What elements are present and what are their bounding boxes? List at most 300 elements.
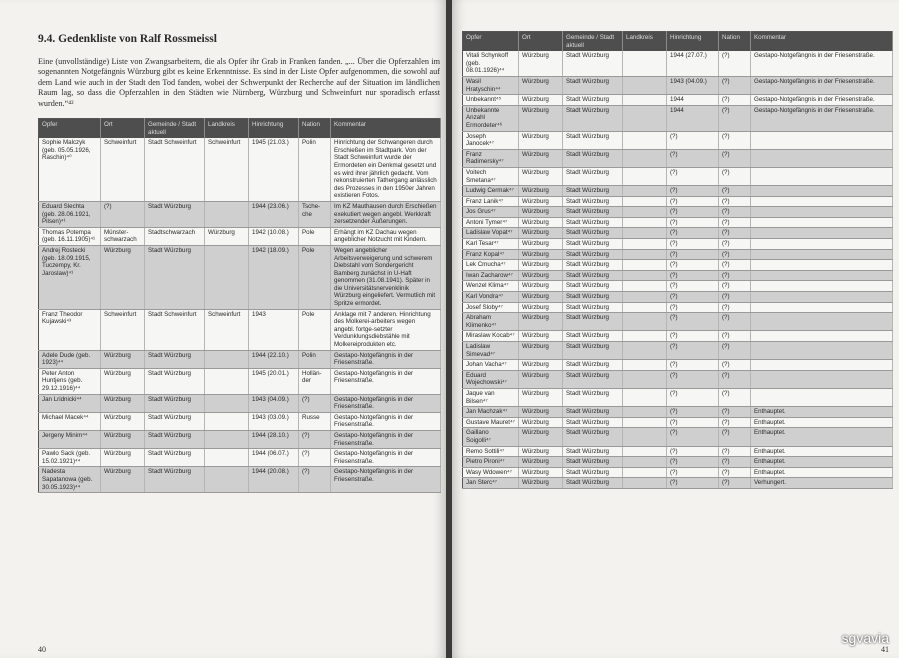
cell-ort: Würzburg xyxy=(101,412,145,430)
cell-kommentar: Im KZ Mauthausen durch Erschießen exekutiert wegen angebl. Werkkraft zersetzender Äußerungen. xyxy=(331,201,441,227)
column-header: Kommentar xyxy=(331,119,441,139)
cell-ort: Schweinfurt xyxy=(101,309,145,350)
cell-gemeinde: Stadt Würzburg xyxy=(145,430,205,448)
cell-ort: Würzburg xyxy=(519,331,563,342)
table-body xyxy=(463,51,893,488)
column-header: Opfer xyxy=(39,119,101,139)
cell-opfer: Eduard Wojechowski⁴⁷ xyxy=(463,370,519,388)
cell-nation: (?) xyxy=(719,417,751,428)
cell-hinrichtung: (?) xyxy=(667,388,719,406)
table-row xyxy=(463,446,893,457)
cell-landkreis xyxy=(205,467,249,493)
cell-kommentar: Enthauptet. xyxy=(751,457,893,468)
cell-ort: Würzburg xyxy=(101,467,145,493)
cell-landkreis xyxy=(623,186,667,197)
cell-ort: Würzburg xyxy=(519,239,563,250)
cell-hinrichtung: 1944 (27.07.) xyxy=(667,51,719,76)
cell-nation: (?) xyxy=(719,51,751,76)
table-row xyxy=(39,368,441,394)
table-header-row xyxy=(39,119,441,139)
cell-landkreis: Schweinfurt xyxy=(205,309,249,350)
intro-paragraph: Eine (unvollständige) Liste von Zwangsarbeitern, die als Opfer ihr Grab in Franken fanden. „... Über die Opferzahlen im sogenannten Notgefängnis Würzburg gibt es keine Erkenntnisse. Es sind in der Liste Opfer aufgenommen, die sowohl auf dem Land wie auch in der Stadt den Tod fanden, wobei der Schwerpunkt der Recherche auf der Situation im ländlichen Raum lag, so dass die Opferzahlen in den Städten wie Nürnberg, Würzburg und Schweinfurt nur sporadisch erfasst wurden.“⁴² xyxy=(38,57,440,108)
cell-ort: Würzburg xyxy=(519,417,563,428)
cell-gemeinde: Stadt Würzburg xyxy=(145,449,205,467)
section-heading: 9.4. Gedenkliste von Ralf Rossmeissl xyxy=(38,33,217,45)
table-row xyxy=(463,249,893,260)
cell-hinrichtung: (?) xyxy=(667,207,719,218)
cell-ort: Würzburg xyxy=(519,446,563,457)
cell-nation: (?) xyxy=(719,457,751,468)
table-row xyxy=(463,270,893,281)
column-header: Hinrichtung xyxy=(249,119,299,139)
cell-nation: (?) xyxy=(719,370,751,388)
cell-kommentar: Gestapo-Notgefängnis in der Friesenstraße. xyxy=(331,368,441,394)
cell-opfer: Jaque van Bilsen⁴⁷ xyxy=(463,388,519,406)
cell-landkreis xyxy=(623,196,667,207)
cell-ort: Würzburg xyxy=(519,457,563,468)
column-header: Kommentar xyxy=(751,32,893,52)
cell-gemeinde: Stadt Würzburg xyxy=(563,342,623,360)
cell-gemeinde: Stadt Würzburg xyxy=(145,350,205,368)
cell-opfer: Michael Macek⁴⁴ xyxy=(39,412,101,430)
table-row xyxy=(39,350,441,368)
cell-nation: (?) xyxy=(719,270,751,281)
cell-hinrichtung: (?) xyxy=(667,428,719,446)
table-row xyxy=(463,105,893,131)
cell-opfer: Johan Vacha⁴⁷ xyxy=(463,360,519,371)
cell-ort: Würzburg xyxy=(519,360,563,371)
column-header: Opfer xyxy=(463,32,519,52)
cell-hinrichtung: 1944 (23.06.) xyxy=(249,201,299,227)
cell-opfer: Miraslaw Kocab⁴⁷ xyxy=(463,331,519,342)
cell-gemeinde: Stadt Würzburg xyxy=(563,302,623,313)
table-row xyxy=(463,239,893,250)
cell-nation: (?) xyxy=(719,249,751,260)
cell-nation: (?) xyxy=(719,228,751,239)
cell-landkreis xyxy=(623,260,667,271)
cell-landkreis: Würzburg xyxy=(205,227,249,245)
cell-hinrichtung: (?) xyxy=(667,446,719,457)
table-row xyxy=(463,370,893,388)
cell-kommentar xyxy=(751,228,893,239)
cell-kommentar xyxy=(751,370,893,388)
cell-hinrichtung: (?) xyxy=(667,131,719,149)
table-row xyxy=(463,478,893,489)
table-row xyxy=(463,407,893,418)
cell-hinrichtung: (?) xyxy=(667,149,719,167)
cell-kommentar xyxy=(751,167,893,185)
cell-opfer: Joseph Janocek⁴⁷ xyxy=(463,131,519,149)
cell-gemeinde: Stadt Würzburg xyxy=(563,167,623,185)
cell-opfer: Jan Machzak⁴⁷ xyxy=(463,407,519,418)
cell-ort: Würzburg xyxy=(519,167,563,185)
cell-landkreis: Schweinfurt xyxy=(205,138,249,201)
cell-opfer: Jan Sterc⁴⁷ xyxy=(463,478,519,489)
cell-landkreis xyxy=(623,292,667,303)
cell-landkreis xyxy=(205,350,249,368)
cell-opfer: Unbekannt⁴⁵ xyxy=(463,95,519,106)
cell-landkreis xyxy=(205,449,249,467)
cell-nation: (?) xyxy=(719,428,751,446)
column-header: Ort xyxy=(101,119,145,139)
cell-hinrichtung: (?) xyxy=(667,360,719,371)
cell-hinrichtung: (?) xyxy=(667,407,719,418)
cell-ort: Würzburg xyxy=(101,245,145,309)
cell-landkreis xyxy=(623,313,667,331)
cell-landkreis xyxy=(623,217,667,228)
column-header: Gemeinde / Stadt aktuell xyxy=(563,32,623,52)
cell-opfer: Jergeny Minim⁴⁴ xyxy=(39,430,101,448)
cell-nation: (?) xyxy=(719,196,751,207)
cell-landkreis xyxy=(623,95,667,106)
cell-ort: Würzburg xyxy=(519,217,563,228)
cell-landkreis xyxy=(205,201,249,227)
cell-hinrichtung: 1943 xyxy=(249,309,299,350)
cell-opfer: Franz Theodor Kujawski⁴³ xyxy=(39,309,101,350)
cell-ort: Würzburg xyxy=(519,292,563,303)
cell-kommentar xyxy=(751,239,893,250)
cell-ort: Würzburg xyxy=(519,270,563,281)
cell-opfer: Andrej Rostecki (geb. 18.09.1915, Tuczempy, Kr. Jaroslaw)⁴¹ xyxy=(39,245,101,309)
cell-gemeinde: Stadt Würzburg xyxy=(563,417,623,428)
cell-ort: Würzburg xyxy=(519,302,563,313)
cell-gemeinde: Stadt Würzburg xyxy=(563,292,623,303)
table-row xyxy=(463,260,893,271)
cell-ort: Würzburg xyxy=(519,186,563,197)
cell-gemeinde: Stadt Würzburg xyxy=(563,186,623,197)
cell-kommentar: Gestapo-Notgefängnis in der Friesenstraße. xyxy=(751,95,893,106)
cell-opfer: Antoni Tymer⁴⁷ xyxy=(463,217,519,228)
cell-gemeinde: Stadt Würzburg xyxy=(563,407,623,418)
cell-hinrichtung: (?) xyxy=(667,457,719,468)
cell-nation: (?) xyxy=(719,131,751,149)
cell-hinrichtung: 1944 xyxy=(667,95,719,106)
table-row xyxy=(463,149,893,167)
cell-nation: (?) xyxy=(719,207,751,218)
cell-nation: (?) xyxy=(719,446,751,457)
table-row xyxy=(463,207,893,218)
cell-ort: Würzburg xyxy=(519,313,563,331)
cell-gemeinde: Stadt Würzburg xyxy=(563,457,623,468)
cell-landkreis xyxy=(623,228,667,239)
cell-kommentar: Enthauptet. xyxy=(751,446,893,457)
cell-gemeinde: Stadt Würzburg xyxy=(563,95,623,106)
cell-hinrichtung: 1944 xyxy=(667,105,719,131)
table-row xyxy=(463,302,893,313)
cell-opfer: Lek Cmucha⁴⁷ xyxy=(463,260,519,271)
cell-kommentar xyxy=(751,270,893,281)
cell-gemeinde: Stadt Würzburg xyxy=(563,478,623,489)
cell-landkreis xyxy=(623,417,667,428)
cell-ort: (?) xyxy=(101,201,145,227)
table-row xyxy=(463,360,893,371)
cell-landkreis xyxy=(623,370,667,388)
cell-nation: (?) xyxy=(299,467,331,493)
cell-ort: Würzburg xyxy=(519,196,563,207)
cell-gemeinde: Stadt Würzburg xyxy=(563,228,623,239)
cell-kommentar: Enthauptet. xyxy=(751,428,893,446)
cell-gemeinde: Stadt Würzburg xyxy=(563,239,623,250)
cell-ort: Würzburg xyxy=(519,428,563,446)
cell-kommentar xyxy=(751,313,893,331)
victims-table-right xyxy=(462,31,893,489)
column-header: Hinrichtung xyxy=(667,32,719,52)
cell-ort: Würzburg xyxy=(519,281,563,292)
table-row xyxy=(39,138,441,201)
table-row xyxy=(463,196,893,207)
cell-gemeinde: Stadt Würzburg xyxy=(563,281,623,292)
cell-nation: (?) xyxy=(719,105,751,131)
cell-landkreis xyxy=(623,388,667,406)
cell-nation: (?) xyxy=(719,342,751,360)
cell-hinrichtung: (?) xyxy=(667,292,719,303)
cell-kommentar: Gestapo-Notgefängnis in der Friesenstraße. xyxy=(331,350,441,368)
cell-nation: (?) xyxy=(719,167,751,185)
cell-ort: Würzburg xyxy=(101,449,145,467)
cell-kommentar xyxy=(751,292,893,303)
cell-opfer: Karl Vondra⁴⁷ xyxy=(463,292,519,303)
cell-landkreis xyxy=(623,207,667,218)
cell-nation: (?) xyxy=(719,302,751,313)
cell-gemeinde: Stadt Würzburg xyxy=(145,467,205,493)
cell-nation: (?) xyxy=(719,313,751,331)
cell-nation: (?) xyxy=(719,478,751,489)
cell-gemeinde: Stadt Würzburg xyxy=(563,217,623,228)
cell-opfer: Jos Grus⁴⁷ xyxy=(463,207,519,218)
table-row xyxy=(39,245,441,309)
cell-ort: Würzburg xyxy=(519,76,563,94)
cell-opfer: Ludwig Cermak⁴⁷ xyxy=(463,186,519,197)
cell-nation: (?) xyxy=(719,292,751,303)
cell-ort: Würzburg xyxy=(519,131,563,149)
cell-ort: Würzburg xyxy=(519,260,563,271)
cell-opfer: Ladislaw Vopat⁴⁷ xyxy=(463,228,519,239)
cell-landkreis xyxy=(623,281,667,292)
cell-gemeinde: Stadt Würzburg xyxy=(563,249,623,260)
cell-kommentar: Gestapo-Notgefängnis in der Friesenstraße. xyxy=(751,51,893,76)
cell-hinrichtung: (?) xyxy=(667,270,719,281)
cell-kommentar xyxy=(751,249,893,260)
cell-kommentar: Gestapo-Notgefängnis in der Friesenstraße. xyxy=(331,449,441,467)
cell-landkreis xyxy=(623,478,667,489)
cell-ort: Münster-schwarzach xyxy=(101,227,145,245)
cell-hinrichtung: (?) xyxy=(667,467,719,478)
table-row xyxy=(463,292,893,303)
cell-landkreis xyxy=(623,167,667,185)
cell-kommentar: Enthauptet. xyxy=(751,417,893,428)
cell-kommentar: Gestapo-Notgefängnis in der Friesenstraße. xyxy=(331,394,441,412)
cell-opfer: Thomas Potempa (geb. 16.11.1905)⁴¹ xyxy=(39,227,101,245)
cell-hinrichtung: (?) xyxy=(667,217,719,228)
column-header: Gemeinde / Stadt aktuell xyxy=(145,119,205,139)
table-row xyxy=(463,313,893,331)
table-body xyxy=(39,138,441,492)
cell-kommentar xyxy=(751,196,893,207)
table-row xyxy=(463,186,893,197)
cell-gemeinde: Stadt Würzburg xyxy=(145,201,205,227)
cell-nation: (?) xyxy=(719,331,751,342)
cell-ort: Würzburg xyxy=(519,228,563,239)
cell-opfer: Wasil Hratyschin⁴⁴ xyxy=(463,76,519,94)
table-row xyxy=(463,228,893,239)
cell-landkreis xyxy=(623,51,667,76)
cell-gemeinde: Stadt Würzburg xyxy=(563,207,623,218)
cell-nation: (?) xyxy=(719,388,751,406)
cell-hinrichtung: 1944 (20.08.) xyxy=(249,467,299,493)
cell-hinrichtung: 1942 (10.08.) xyxy=(249,227,299,245)
cell-opfer: Abraham Klimenko⁴⁷ xyxy=(463,313,519,331)
cell-nation: (?) xyxy=(299,449,331,467)
cell-opfer: Gustave Mauret⁴⁷ xyxy=(463,417,519,428)
cell-hinrichtung: (?) xyxy=(667,342,719,360)
cell-hinrichtung: (?) xyxy=(667,260,719,271)
cell-ort: Würzburg xyxy=(519,149,563,167)
cell-kommentar: Anklage mit 7 anderen. Hinrichtung des Molkerei-arbeiters wegen angebl. fortge-setzter Verdunklungsdiebstähle mit Molkereiprodukten etc. xyxy=(331,309,441,350)
cell-gemeinde: Stadt Würzburg xyxy=(563,270,623,281)
cell-hinrichtung: (?) xyxy=(667,167,719,185)
cell-opfer: Eduard Slechta (geb. 28.06.1921, Pilsen)⁴¹ xyxy=(39,201,101,227)
cell-kommentar: Enthauptet. xyxy=(751,467,893,478)
right-page xyxy=(452,0,899,658)
cell-ort: Würzburg xyxy=(519,95,563,106)
table-row xyxy=(463,342,893,360)
cell-landkreis xyxy=(623,342,667,360)
cell-landkreis xyxy=(205,412,249,430)
cell-ort: Würzburg xyxy=(519,478,563,489)
cell-landkreis xyxy=(623,249,667,260)
cell-opfer: Franz Lanik⁴⁷ xyxy=(463,196,519,207)
cell-nation: (?) xyxy=(719,360,751,371)
cell-nation: Pole xyxy=(299,245,331,309)
table-row xyxy=(463,281,893,292)
cell-ort: Würzburg xyxy=(519,407,563,418)
cell-nation: (?) xyxy=(299,394,331,412)
cell-kommentar xyxy=(751,260,893,271)
cell-gemeinde: Stadt Würzburg xyxy=(563,105,623,131)
cell-hinrichtung: (?) xyxy=(667,370,719,388)
cell-kommentar xyxy=(751,149,893,167)
table-row xyxy=(39,201,441,227)
cell-ort: Würzburg xyxy=(101,430,145,448)
page-number-right: 41 xyxy=(881,645,889,654)
cell-nation: (?) xyxy=(719,260,751,271)
cell-kommentar xyxy=(751,217,893,228)
cell-landkreis xyxy=(623,407,667,418)
cell-gemeinde: Stadt Würzburg xyxy=(563,149,623,167)
cell-landkreis xyxy=(623,331,667,342)
cell-kommentar xyxy=(751,207,893,218)
cell-kommentar xyxy=(751,360,893,371)
watermark-text: sgvavia xyxy=(841,630,889,646)
table-row xyxy=(39,412,441,430)
cell-ort: Würzburg xyxy=(519,467,563,478)
table-row xyxy=(463,331,893,342)
cell-hinrichtung: (?) xyxy=(667,228,719,239)
cell-opfer: Ladislaw Simevad⁴⁷ xyxy=(463,342,519,360)
cell-nation: (?) xyxy=(719,76,751,94)
cell-opfer: Peter Anton Huntjens (geb. 29.12.1916)⁴⁴ xyxy=(39,368,101,394)
cell-nation: (?) xyxy=(719,239,751,250)
cell-gemeinde: Stadt Würzburg xyxy=(145,394,205,412)
cell-landkreis xyxy=(623,457,667,468)
cell-kommentar xyxy=(751,281,893,292)
cell-landkreis xyxy=(623,428,667,446)
cell-hinrichtung: (?) xyxy=(667,281,719,292)
cell-landkreis xyxy=(623,76,667,94)
column-header: Landkreis xyxy=(205,119,249,139)
cell-opfer: Josef Sloby⁴⁷ xyxy=(463,302,519,313)
cell-gemeinde: Stadtschwarzach xyxy=(145,227,205,245)
cell-gemeinde: Stadt Würzburg xyxy=(145,245,205,309)
cell-nation: (?) xyxy=(719,467,751,478)
cell-hinrichtung: (?) xyxy=(667,196,719,207)
cell-hinrichtung: 1943 (04.09.) xyxy=(667,76,719,94)
cell-kommentar xyxy=(751,331,893,342)
cell-opfer: Sophie Malczyk (geb. 05.05.1926, Raschin)⁴⁰ xyxy=(39,138,101,201)
table-row xyxy=(463,467,893,478)
cell-gemeinde: Stadt Würzburg xyxy=(563,388,623,406)
cell-kommentar: Erhängt im KZ Dachau wegen angeblicher Notzucht mit Kindern. xyxy=(331,227,441,245)
cell-gemeinde: Stadt Würzburg xyxy=(563,370,623,388)
cell-kommentar: Hinrichtung der Schwangeren durch Erschießen im Stadtpark. Von der Stadt Schweinfurt wurde der Ermordeten ein Denkmal gesetzt und es wird ihrer jährlich gedacht. Vom rekonstruierten Tathergang anlässlich des Prozesses in den 1950er Jahren existieren Fotos. xyxy=(331,138,441,201)
cell-gemeinde: Stadt Würzburg xyxy=(563,131,623,149)
cell-landkreis xyxy=(205,368,249,394)
table-row xyxy=(39,309,441,350)
cell-nation: (?) xyxy=(719,281,751,292)
cell-hinrichtung: (?) xyxy=(667,331,719,342)
table-row xyxy=(463,167,893,185)
cell-opfer: Wasy Wdowen⁴⁷ xyxy=(463,467,519,478)
cell-hinrichtung: 1945 (20.01.) xyxy=(249,368,299,394)
cell-hinrichtung: (?) xyxy=(667,313,719,331)
cell-nation: Russe xyxy=(299,412,331,430)
table-row xyxy=(39,430,441,448)
cell-nation: (?) xyxy=(719,407,751,418)
cell-kommentar: Gestapo-Notgefängnis in der Friesenstraße. xyxy=(751,105,893,131)
cell-hinrichtung: 1943 (04.09.) xyxy=(249,394,299,412)
cell-gemeinde: Stadt Würzburg xyxy=(145,368,205,394)
cell-gemeinde: Stadt Würzburg xyxy=(563,428,623,446)
cell-gemeinde: Stadt Würzburg xyxy=(563,76,623,94)
table-row xyxy=(39,467,441,493)
cell-nation: (?) xyxy=(719,217,751,228)
table-row xyxy=(463,417,893,428)
cell-hinrichtung: 1944 (28.10.) xyxy=(249,430,299,448)
column-header: Nation xyxy=(299,119,331,139)
cell-opfer: Franz Kopal⁴⁷ xyxy=(463,249,519,260)
cell-gemeinde: Stadt Würzburg xyxy=(563,51,623,76)
cell-landkreis xyxy=(623,360,667,371)
cell-landkreis xyxy=(623,149,667,167)
cell-nation: (?) xyxy=(719,95,751,106)
cell-nation: Polin xyxy=(299,350,331,368)
cell-landkreis xyxy=(623,446,667,457)
cell-opfer: Vitali Schynkoff (geb. 08.01.1926)⁴⁴ xyxy=(463,51,519,76)
cell-kommentar: Verhungert. xyxy=(751,478,893,489)
cell-hinrichtung: 1945 (21.03.) xyxy=(249,138,299,201)
cell-nation: Tsche-che xyxy=(299,201,331,227)
cell-landkreis xyxy=(205,394,249,412)
column-header: Nation xyxy=(719,32,751,52)
cell-ort: Würzburg xyxy=(101,368,145,394)
cell-gemeinde: Stadt Würzburg xyxy=(563,196,623,207)
table-row xyxy=(39,449,441,467)
cell-ort: Würzburg xyxy=(519,249,563,260)
cell-ort: Würzburg xyxy=(519,105,563,131)
table-row xyxy=(463,428,893,446)
table-row xyxy=(463,51,893,76)
victims-table-left xyxy=(38,118,441,493)
